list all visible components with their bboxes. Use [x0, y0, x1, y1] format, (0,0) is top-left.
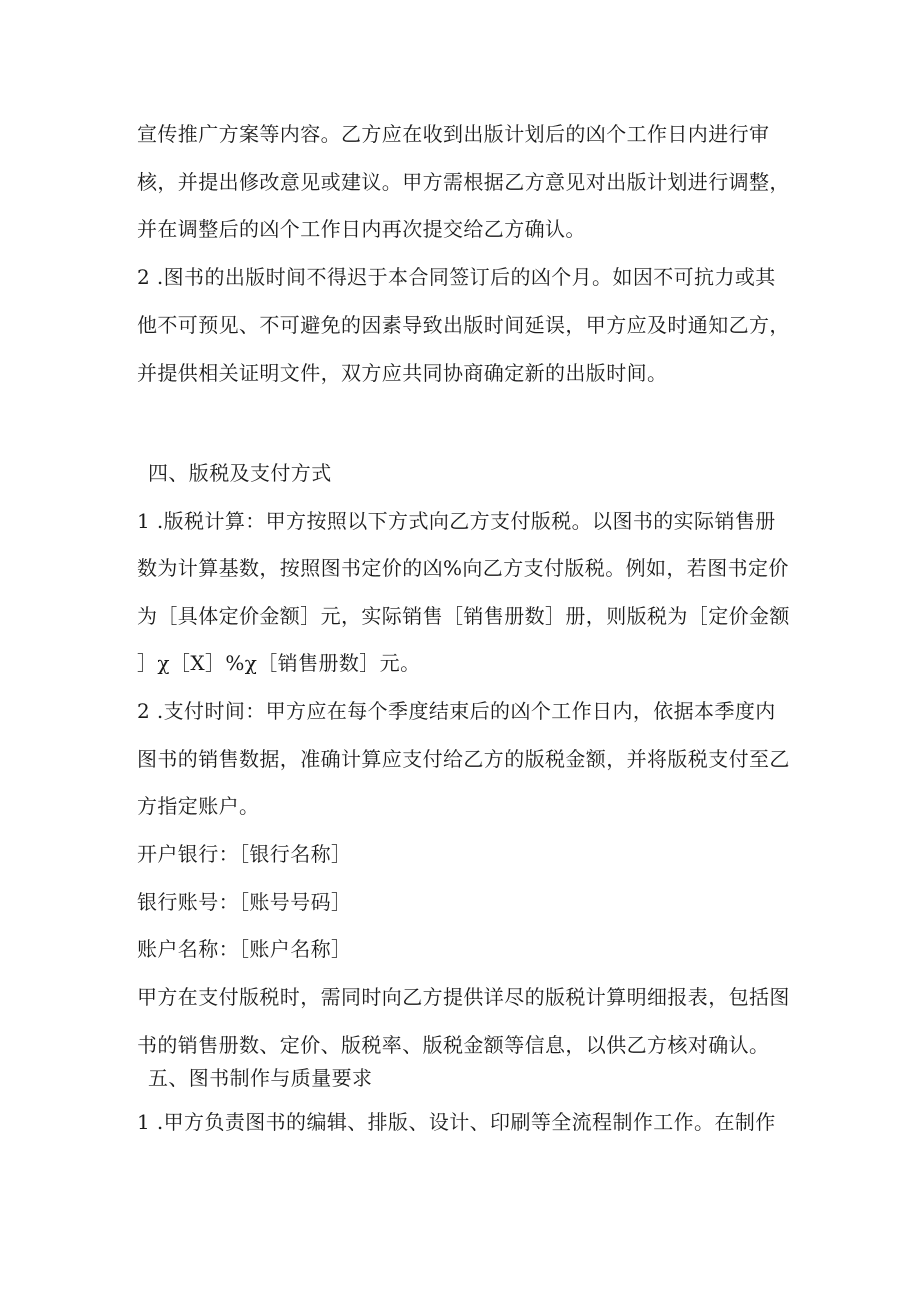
paragraph-line: 并提供相关证明文件，双方应共同协商确定新的出版时间。 [137, 361, 668, 385]
bank-account-line: 银行账号：［账号号码］ [137, 890, 352, 914]
paragraph-line: 2 .图书的出版时间不得迟于本合同签订后的凶个月。如因不可抗力或其 [137, 265, 776, 289]
paragraph-line: 数为计算基数，按照图书定价的凶%向乙方支付版税。例如，若图书定价 [137, 556, 789, 580]
section-heading: 五、图书制作与质量要求 [148, 1066, 373, 1090]
bank-name-line: 开户银行：［银行名称］ [137, 842, 352, 866]
paragraph-line: 1 .版税计算：甲方按照以下方式向乙方支付版税。以图书的实际销售册 [137, 509, 776, 533]
paragraph-line: 书的销售册数、定价、版税率、版税金额等信息，以供乙方核对确认。 [137, 1033, 770, 1057]
section-heading: 四、版税及支付方式 [148, 461, 332, 485]
paragraph-line: 并在调整后的凶个工作日内再次提交给乙方确认。 [137, 217, 586, 241]
paragraph-line: 为［具体定价金额］元，实际销售［销售册数］册，则版税为［定价金额 [137, 604, 790, 628]
paragraph-line: ］χ［X］%χ［销售册数］元。 [137, 651, 421, 675]
paragraph-line: 图书的销售数据，准确计算应支付给乙方的版税金额，并将版税支付至乙 [137, 747, 790, 771]
paragraph-line: 1 .甲方负责图书的编辑、排版、设计、印刷等全流程制作工作。在制作 [137, 1110, 776, 1134]
account-name-line: 账户名称：［账户名称］ [137, 937, 352, 961]
paragraph-line: 核，并提出修改意见或建议。甲方需根据乙方意见对出版计划进行调整， [137, 170, 790, 194]
paragraph-line: 他不可预见、不可避免的因素导致出版时间延误，甲方应及时通知乙方， [137, 313, 790, 337]
paragraph-line: 宣传推广方案等内容。乙方应在收到出版计划后的凶个工作日内进行审 [137, 122, 770, 146]
paragraph-line: 方指定账户。 [137, 794, 260, 818]
paragraph-line: 甲方在支付版税时，需同时向乙方提供详尽的版税计算明细报表，包括图 [137, 985, 790, 1009]
paragraph-line: 2 .支付时间：甲方应在每个季度结束后的凶个工作日内，依据本季度内 [137, 699, 776, 723]
